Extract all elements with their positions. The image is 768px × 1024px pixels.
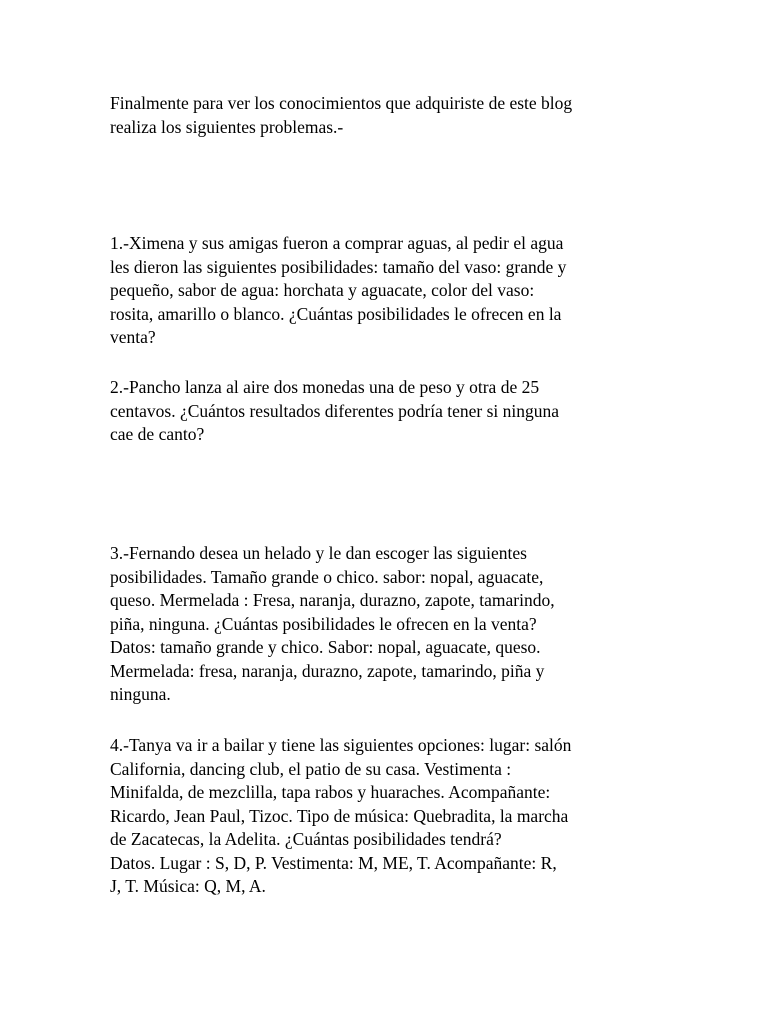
problem-1-paragraph xyxy=(110,232,670,350)
problem-3-line: posibilidades. Tamaño grande o chico. sabor: nopal, aguacate, xyxy=(110,566,544,587)
problem-1-line: pequeño, sabor de agua: horchata y aguacate, color del vaso: xyxy=(110,280,535,300)
problem-2-line: cae de canto? xyxy=(110,424,205,444)
problem-3-line: Mermelada: fresa, naranja, durazno, zapote, tamarindo, piña y xyxy=(110,660,545,681)
problem-3-line: piña, ninguna. ¿Cuántas posibilidades le ofrecen en la venta? xyxy=(110,613,537,634)
problem-3-line: Datos: tamaño grande y chico. Sabor: nopal, aguacate, queso. xyxy=(110,637,541,657)
problem-4-line: California, dancing club, el patio de su casa. Vestimenta : xyxy=(110,758,512,779)
problem-4-line: 4.-Tanya va ir a bailar y tiene las siguientes opciones: lugar: salón xyxy=(110,735,572,755)
intro-line: realiza los siguientes problemas.- xyxy=(110,116,344,137)
intro-paragraph xyxy=(110,92,670,139)
problem-2-paragraph xyxy=(110,376,670,447)
problem-4-line: Minifalda, de mezclilla, tapa rabos y huaraches. Acompañante: xyxy=(110,782,551,802)
problem-1-line: les dieron las siguientes posibilidades: tamaño del vaso: grande y xyxy=(110,256,567,277)
problem-3-line: 3.-Fernando desea un helado y le dan escoger las siguientes xyxy=(110,543,527,563)
problem-2-line: centavos. ¿Cuántos resultados diferentes podría tener si ninguna xyxy=(110,400,560,421)
problem-1-line: rosita, amarillo o blanco. ¿Cuántas posibilidades le ofrecen en la xyxy=(110,303,562,324)
problem-2-line: 2.-Pancho lanza al aire dos monedas una de peso y otra de 25 xyxy=(110,377,540,397)
problem-3-line: ninguna. xyxy=(110,684,171,704)
problem-4-line: Datos. Lugar : S, D, P. Vestimenta: M, ME, T. Acompañante: R, xyxy=(110,852,557,873)
problem-3-line: queso. Mermelada : Fresa, naranja, durazno, zapote, tamarindo, xyxy=(110,590,555,610)
problem-4-line: J, T. Música: Q, M, A. xyxy=(110,876,266,896)
problem-1-line: 1.-Ximena y sus amigas fueron a comprar aguas, al pedir el agua xyxy=(110,233,564,253)
problem-4-line: de Zacatecas, la Adelita. ¿Cuántas posibilidades tendrá? xyxy=(110,829,502,849)
problem-4-line: Ricardo, Jean Paul, Tizoc. Tipo de música: Quebradita, la marcha xyxy=(110,805,569,826)
problem-4-paragraph xyxy=(110,734,670,899)
problem-3-paragraph xyxy=(110,542,670,707)
intro-line: Finalmente para ver los conocimientos que adquiriste de este blog xyxy=(110,93,573,113)
problem-1-line: venta? xyxy=(110,327,156,347)
